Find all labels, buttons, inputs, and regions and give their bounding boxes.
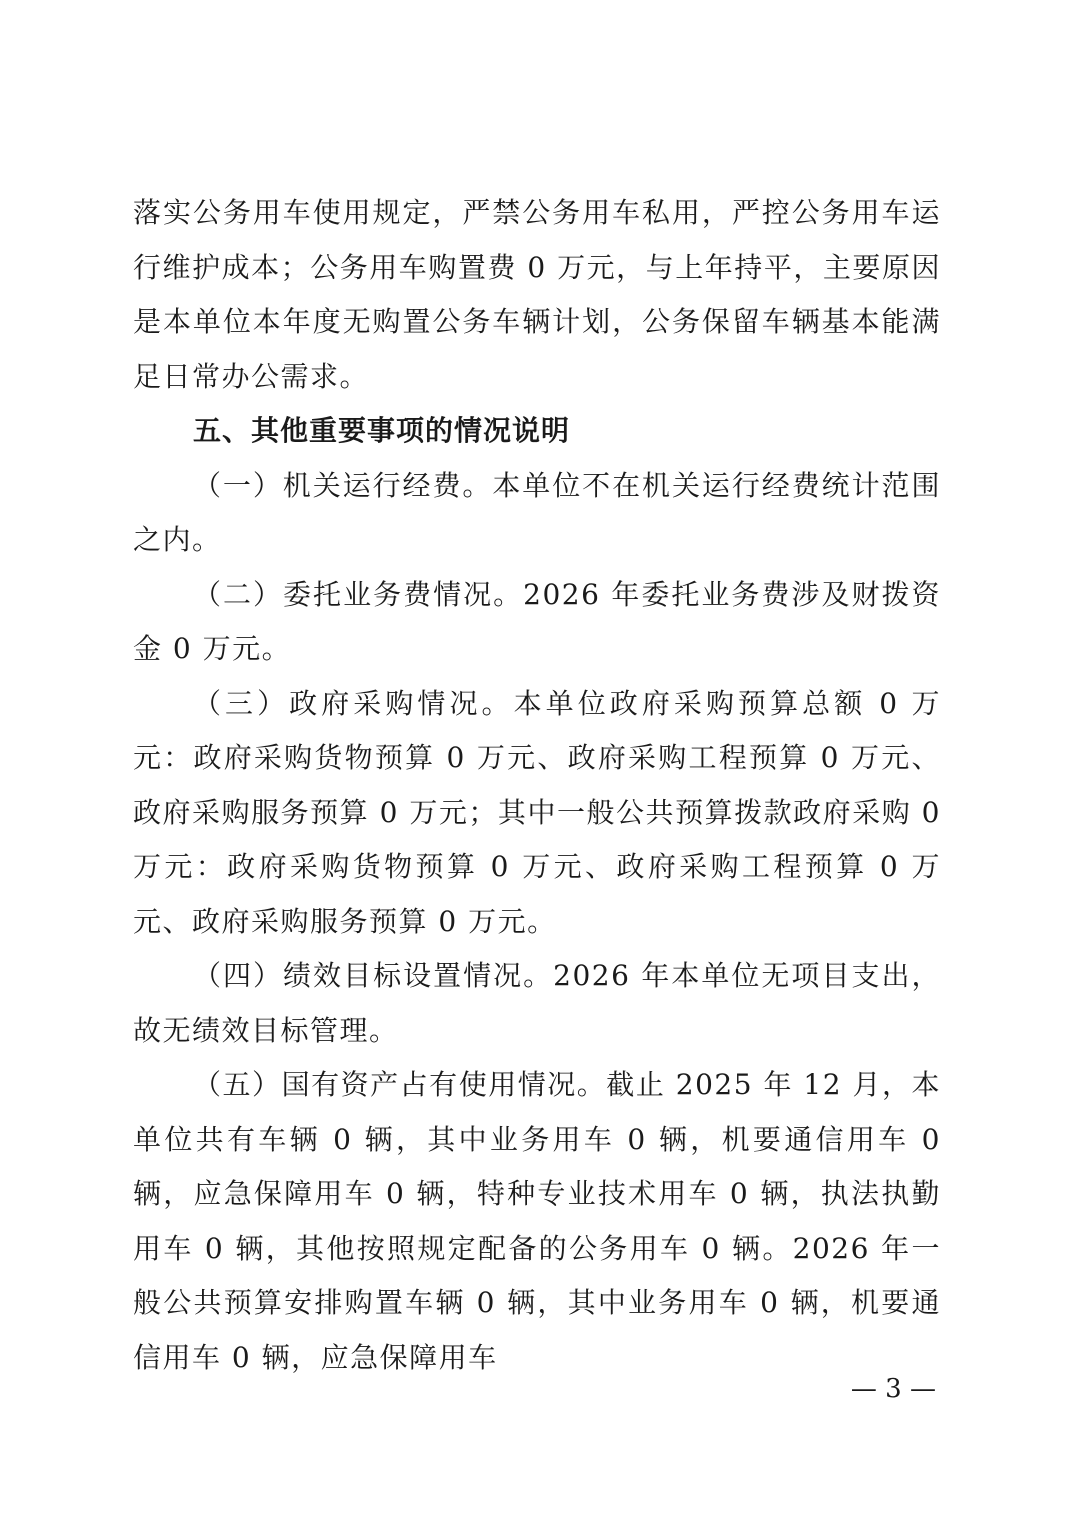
- paragraph-operating-expenses: （一）机关运行经费。本单位不在机关运行经费统计范围之内。: [133, 468, 941, 556]
- paragraph-state-assets: （五）国有资产占有使用情况。截止 2025 年 12 月，本单位共有车辆 0 辆，其中业务用车 0 辆，机要通信用车 0 辆，应急保障用车 0 辆，特种专业技术用车 0 辆，执法执勤用车 0 辆，其他按照规定配备的公务用车 0 辆。2026 年一般公共预算安排购置车辆 0 辆，其中业务用车 0 辆，机要通信用车 0 辆，应急保障用车: [133, 1068, 941, 1374]
- paragraph-commissioned-business: （二）委托业务费情况。2026 年委托业务费涉及财拨资金 0 万元。: [133, 577, 941, 665]
- document-body: [133, 186, 941, 1385]
- paragraph-government-procurement: （三）政府采购情况。本单位政府采购预算总额 0 万元：政府采购货物预算 0 万元、政府采购工程预算 0 万元、政府采购服务预算 0 万元；其中一般公共预算拨款政府采购 0 万元：政府采购货物预算 0 万元、政府采购工程预算 0 万元、政府采购服务预算 0 万元。: [133, 686, 941, 938]
- page-number: — 3 —: [850, 1374, 936, 1404]
- paragraph-vehicle-costs: 落实公务用车使用规定，严禁公务用车私用，严控公务用车运行维护成本；公务用车购置费 0 万元，与上年持平，主要原因是本单位本年度无购置公务车辆计划，公务保留车辆基本能满足日常办公需求。: [133, 196, 941, 393]
- paragraph-performance-targets: （四）绩效目标设置情况。2026 年本单位无项目支出，故无绩效目标管理。: [133, 959, 941, 1047]
- section-heading-other-matters: 五、其他重要事项的情况说明: [193, 414, 571, 447]
